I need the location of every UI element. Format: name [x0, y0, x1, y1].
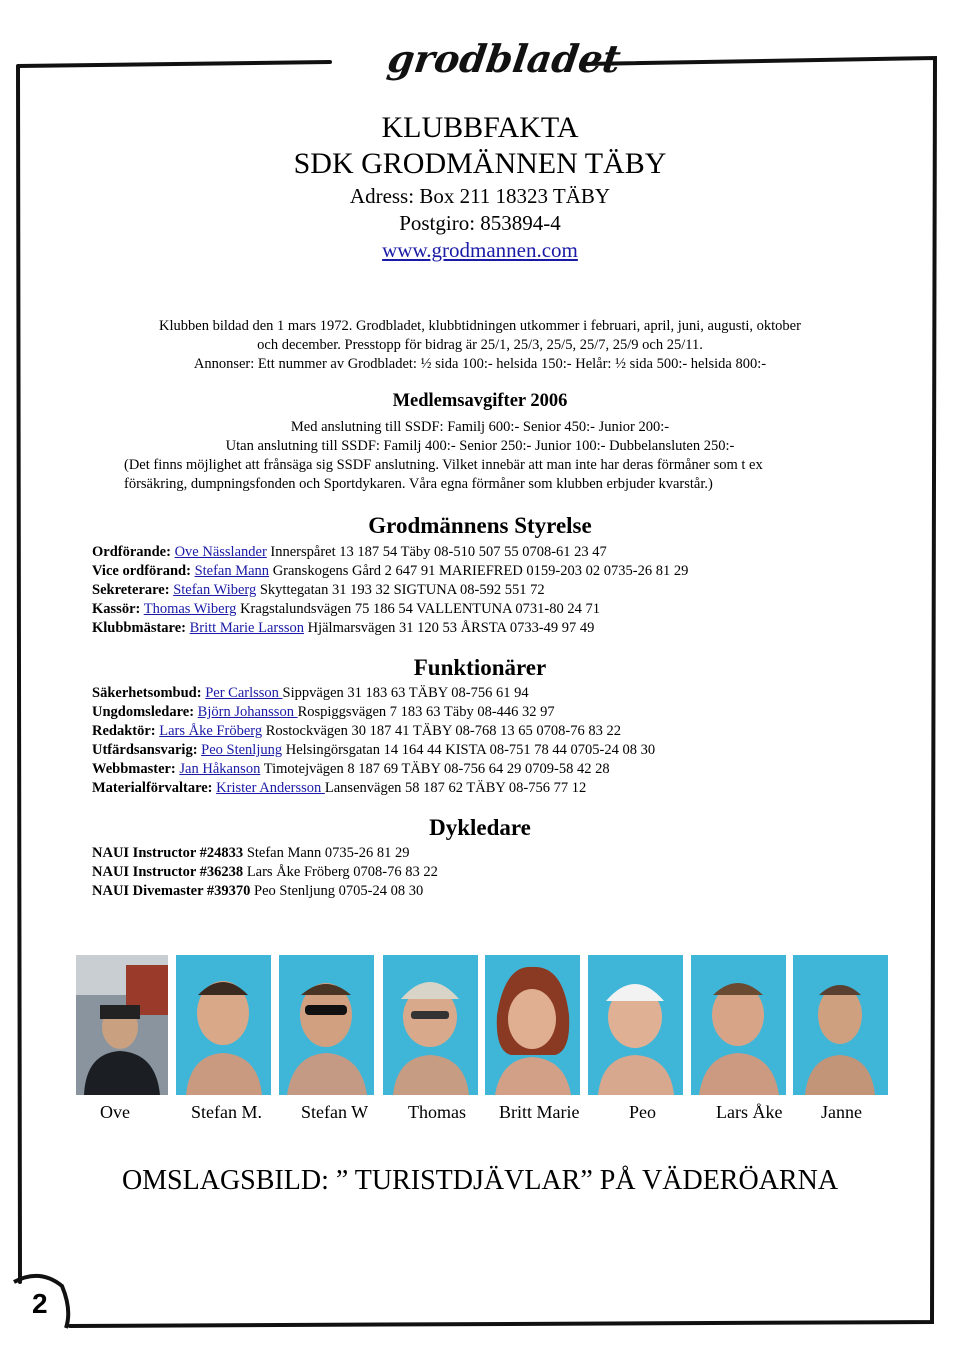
instructor-cert: NAUI Instructor #36238: [92, 864, 244, 880]
club-title: KLUBBFAKTA: [381, 111, 579, 144]
official-role: Säkerhetsombud:: [92, 685, 202, 701]
official-link[interactable]: Lars Åke Fröberg: [159, 723, 263, 739]
official-row: [92, 684, 852, 703]
board-details: Skyttegatan 31 193 32 SIGTUNA 08-592 551 72: [259, 582, 545, 598]
board-row: [92, 581, 852, 600]
instructor-row: [92, 844, 852, 863]
photo-janne: [793, 955, 888, 1095]
instructor-details: Stefan Mann 0735-26 81 29: [246, 845, 410, 861]
official-link[interactable]: Per Carlsson: [205, 685, 283, 701]
instructor-details: Lars Åke Fröberg 0708-76 83 22: [246, 864, 438, 880]
board-role: Kassör:: [92, 601, 141, 617]
photo-names: [76, 1102, 896, 1128]
board-row: [92, 619, 852, 638]
instructor-details: Peo Stenljung 0705-24 08 30: [254, 883, 424, 899]
intro-line-2: och december. Presstopp för bidrag är 25/1, 25/3, 25/5, 25/7, 25/9 och 25/11.: [257, 337, 703, 353]
board-title: Grodmännens Styrelse: [368, 513, 592, 538]
board-role: Ordförande:: [92, 544, 171, 560]
board-row: [92, 562, 852, 581]
page-number: 2: [32, 1288, 48, 1319]
official-role: Webbmaster:: [92, 761, 176, 777]
official-role: Redaktör:: [92, 723, 156, 739]
photo-caption: Janne: [821, 1102, 862, 1122]
grodbladet-logo: [384, 30, 624, 90]
board-member-link[interactable]: Thomas Wiberg: [143, 601, 237, 617]
official-role: Materialförvaltare:: [92, 780, 213, 796]
photo-caption: Stefan M.: [191, 1102, 262, 1122]
photo-peo: [588, 955, 683, 1095]
photo-stefan-w: [279, 955, 374, 1095]
fees-without-ssdf: Utan anslutning till SSDF: Familj 400:- Senior 250:- Junior 100:- Dubbelansluten 250:-: [225, 438, 735, 454]
official-details: Sippvägen 31 183 63 TÄBY 08-756 61 94: [282, 685, 529, 701]
cover-caption: OMSLAGSBILD: ” TURISTDJÄVLAR” PÅ VÄDERÖARNA: [121, 1165, 839, 1196]
board-details: Hjälmarsvägen 31 120 53 ÅRSTA 0733-49 97 49: [307, 620, 595, 636]
photo-ove: [76, 955, 168, 1095]
intro-line-1: Klubben bildad den 1 mars 1972. Grodbladet, klubbtidningen utkommer i februari, april, juni, augusti, oktober: [159, 318, 801, 334]
svg-text:grodbladet: grodbladet: [384, 37, 624, 82]
officials-list: [92, 684, 852, 798]
board-row: [92, 600, 852, 619]
instructor-cert: NAUI Instructor #24833: [92, 845, 244, 861]
photo-caption: Peo: [629, 1102, 656, 1122]
photo-caption: Thomas: [408, 1102, 466, 1122]
official-link[interactable]: Peo Stenljung: [201, 742, 283, 758]
official-row: [92, 722, 852, 741]
board-role: Klubbmästare:: [92, 620, 186, 636]
board-member-link[interactable]: Britt Marie Larsson: [189, 620, 304, 636]
photo-caption: Lars Åke: [716, 1102, 783, 1122]
official-link[interactable]: Krister Andersson: [216, 780, 325, 796]
instructors-list: [92, 844, 852, 901]
fees-note-1: (Det finns möjlighet att frånsäga sig SSDF anslutning. Vilket innebär att man inte har deras förmåner som t ex: [124, 457, 763, 473]
instructor-row: [92, 863, 852, 882]
official-row: [92, 703, 852, 722]
official-details: Rospiggsvägen 7 183 63 Täby 08-446 32 97: [297, 704, 555, 720]
club-website-link[interactable]: www.grodmannen.com: [382, 238, 578, 262]
photo-caption: Stefan W: [301, 1102, 369, 1122]
photo-caption: Ove: [100, 1102, 130, 1122]
official-details: Lansenvägen 58 187 62 TÄBY 08-756 77 12: [324, 780, 587, 796]
official-details: Helsingörsgatan 14 164 44 KISTA 08-751 78 44 0705-24 08 30: [285, 742, 656, 758]
photo-lars-ake: [691, 955, 786, 1095]
member-photos: [76, 955, 906, 1095]
officials-title: Funktionärer: [413, 655, 547, 680]
board-role: Sekreterare:: [92, 582, 170, 598]
photo-caption: Britt Marie: [499, 1102, 580, 1122]
club-name: SDK GRODMÄNNEN TÄBY: [293, 147, 667, 180]
official-details: Timotejvägen 8 187 69 TÄBY 08-756 64 29 0709-58 42 28: [263, 761, 610, 777]
instructors-title: Dykledare: [429, 815, 531, 840]
official-link[interactable]: Björn Johansson: [197, 704, 298, 720]
board-details: Innerspåret 13 187 54 Täby 08-510 507 55 0708-61 23 47: [270, 544, 607, 560]
intro-line-3: Annonser: Ett nummer av Grodbladet: ½ sida 100:- helsida 150:- Helår: ½ sida 500:- helsida 800:-: [193, 356, 767, 372]
board-member-link[interactable]: Stefan Wiberg: [173, 582, 257, 598]
official-role: Utfärdsansvarig:: [92, 742, 198, 758]
fees-with-ssdf: Med anslutning till SSDF: Familj 600:- Senior 450:- Junior 200:-: [290, 419, 670, 435]
official-row: [92, 779, 852, 798]
board-member-link[interactable]: Stefan Mann: [194, 563, 270, 579]
instructor-cert: NAUI Divemaster #39370: [92, 883, 251, 899]
fees-note-2: försäkring, dumpningsfonden och Sportdykaren. Våra egna förmåner som klubben erbjuder kvarstår.): [124, 476, 713, 492]
photo-thomas: [383, 955, 478, 1095]
official-row: [92, 760, 852, 779]
photo-britt-marie: [485, 955, 580, 1095]
board-member-link[interactable]: Ove Nässlander: [174, 544, 267, 560]
board-role: Vice ordförand:: [92, 563, 191, 579]
official-details: Rostockvägen 30 187 41 TÄBY 08-768 13 65 0708-76 83 22: [265, 723, 621, 739]
club-postgiro: Postgiro: 853894-4: [399, 211, 561, 235]
official-link[interactable]: Jan Håkanson: [179, 761, 261, 777]
instructor-row: [92, 882, 852, 901]
board-details: Granskogens Gård 2 647 91 MARIEFRED 0159-203 02 0735-26 81 29: [272, 563, 689, 579]
official-role: Ungdomsledare:: [92, 704, 195, 720]
board-row: [92, 543, 852, 562]
official-row: [92, 741, 852, 760]
board-list: [92, 543, 852, 638]
photo-stefan-m: [176, 955, 271, 1095]
club-address: Adress: Box 211 18323 TÄBY: [349, 184, 611, 208]
fees-title: Medlemsavgifter 2006: [392, 391, 568, 411]
board-details: Kragstalundsvägen 75 186 54 VALLENTUNA 0731-80 24 71: [240, 601, 600, 617]
